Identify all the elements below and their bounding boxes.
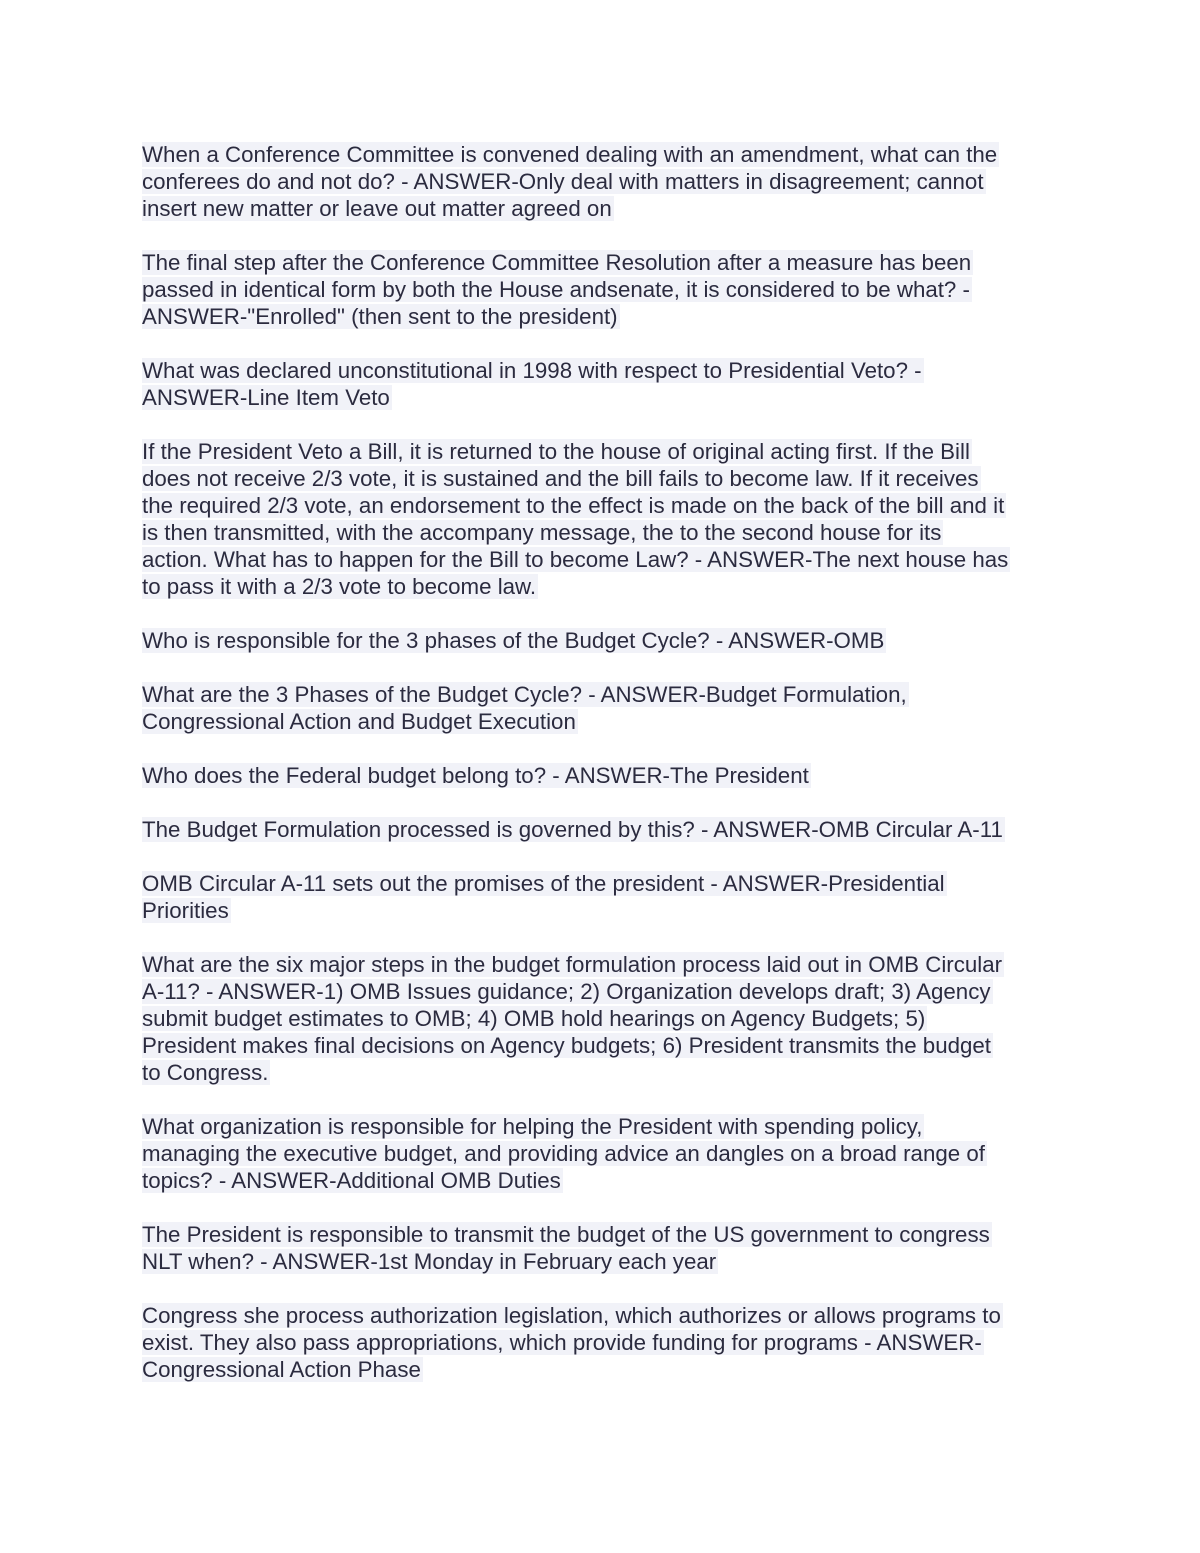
text-line <box>142 1167 1072 1194</box>
text-line-content: the required 2/3 vote, an endorsement to the effect is made on the back of the bill and it <box>142 493 1005 518</box>
text-line-content: Who is responsible for the 3 phases of the Budget Cycle? - ANSWER-OMB <box>142 628 885 653</box>
text-line <box>142 168 1072 195</box>
text-line <box>142 1005 1072 1032</box>
text-line <box>142 681 1072 708</box>
text-line <box>142 897 1072 924</box>
text-line <box>142 870 1072 897</box>
text-line <box>142 816 1072 843</box>
text-line-content: insert new matter or leave out matter agreed on <box>142 196 612 221</box>
text-line-content: managing the executive budget, and providing advice an dangles on a broad range of <box>142 1141 985 1166</box>
text-line-content: Congress she process authorization legislation, which authorizes or allows programs to <box>142 1303 1001 1328</box>
text-line-content: What was declared unconstitutional in 1998 with respect to Presidential Veto? - <box>142 358 922 383</box>
qa-paragraph <box>142 357 1072 411</box>
qa-paragraph <box>142 249 1072 330</box>
text-line-content: When a Conference Committee is convened dealing with an amendment, what can the <box>142 142 998 167</box>
text-line <box>142 438 1072 465</box>
text-line-content: Priorities <box>142 898 229 923</box>
text-line <box>142 573 1072 600</box>
text-line <box>142 384 1072 411</box>
text-line-content: What are the 3 Phases of the Budget Cycle? - ANSWER-Budget Formulation, <box>142 682 907 707</box>
text-line <box>142 951 1072 978</box>
qa-paragraph <box>142 438 1072 600</box>
text-line-content: action. What has to happen for the Bill to become Law? - ANSWER-The next house has <box>142 547 1009 572</box>
text-line-content: ANSWER-"Enrolled" (then sent to the president) <box>142 304 618 329</box>
text-line-content: passed in identical form by both the House andsenate, it is considered to be what? - <box>142 277 970 302</box>
text-line <box>142 465 1072 492</box>
text-line-content: conferees do and not do? - ANSWER-Only deal with matters in disagreement; cannot <box>142 169 984 194</box>
text-line <box>142 1356 1072 1383</box>
qa-paragraph <box>142 951 1072 1086</box>
text-line <box>142 195 1072 222</box>
qa-paragraph <box>142 762 1072 789</box>
text-line <box>142 492 1072 519</box>
text-line-content: What are the six major steps in the budget formulation process laid out in OMB Circular <box>142 952 1003 977</box>
text-line-content: Congressional Action Phase <box>142 1357 421 1382</box>
qa-paragraph <box>142 870 1072 924</box>
text-line-content: President makes final decisions on Agency budgets; 6) President transmits the budget <box>142 1033 992 1058</box>
text-line <box>142 303 1072 330</box>
text-line <box>142 978 1072 1005</box>
text-line <box>142 1140 1072 1167</box>
text-line <box>142 1113 1072 1140</box>
qa-paragraph <box>142 681 1072 735</box>
qa-paragraph <box>142 1113 1072 1194</box>
text-line <box>142 627 1072 654</box>
text-line-content: The final step after the Conference Committee Resolution after a measure has been <box>142 250 972 275</box>
text-line <box>142 276 1072 303</box>
text-line <box>142 519 1072 546</box>
text-line <box>142 1059 1072 1086</box>
qa-paragraph <box>142 1302 1072 1383</box>
text-line <box>142 708 1072 735</box>
text-line-content: ANSWER-Line Item Veto <box>142 385 390 410</box>
text-line-content: is then transmitted, with the accompany message, the to the second house for its <box>142 520 942 545</box>
qa-paragraph <box>142 627 1072 654</box>
text-line-content: OMB Circular A-11 sets out the promises of the president - ANSWER-Presidential <box>142 871 945 896</box>
text-line-content: The President is responsible to transmit the budget of the US government to congress <box>142 1222 990 1247</box>
text-line-content: NLT when? - ANSWER-1st Monday in February each year <box>142 1249 717 1274</box>
text-line-content: The Budget Formulation processed is governed by this? - ANSWER-OMB Circular A-11 <box>142 817 1003 842</box>
text-line-content: Congressional Action and Budget Execution <box>142 709 576 734</box>
text-line <box>142 357 1072 384</box>
qa-paragraph <box>142 1221 1072 1275</box>
text-line-content: exist. They also pass appropriations, which provide funding for programs - ANSWER- <box>142 1330 982 1355</box>
text-line-content: A-11? - ANSWER-1) OMB Issues guidance; 2) Organization develops draft; 3) Agency <box>142 979 991 1004</box>
qa-paragraph <box>142 816 1072 843</box>
text-line <box>142 141 1072 168</box>
text-line <box>142 1302 1072 1329</box>
text-line-content: If the President Veto a Bill, it is returned to the house of original acting first. If the Bill <box>142 439 970 464</box>
text-line <box>142 762 1072 789</box>
text-line <box>142 1221 1072 1248</box>
qa-paragraph <box>142 141 1072 222</box>
text-line-content: to Congress. <box>142 1060 269 1085</box>
text-line <box>142 249 1072 276</box>
text-line <box>142 546 1072 573</box>
text-line <box>142 1248 1072 1275</box>
text-line-content: does not receive 2/3 vote, it is sustained and the bill fails to become law. If it receives <box>142 466 979 491</box>
document-body <box>142 141 1072 1410</box>
text-line-content: to pass it with a 2/3 vote to become law. <box>142 574 537 599</box>
text-line-content: Who does the Federal budget belong to? - ANSWER-The President <box>142 763 809 788</box>
text-line-content: What organization is responsible for helping the President with spending policy, <box>142 1114 923 1139</box>
text-line <box>142 1032 1072 1059</box>
text-line <box>142 1329 1072 1356</box>
text-line-content: submit budget estimates to OMB; 4) OMB hold hearings on Agency Budgets; 5) <box>142 1006 926 1031</box>
text-line-content: topics? - ANSWER-Additional OMB Duties <box>142 1168 561 1193</box>
